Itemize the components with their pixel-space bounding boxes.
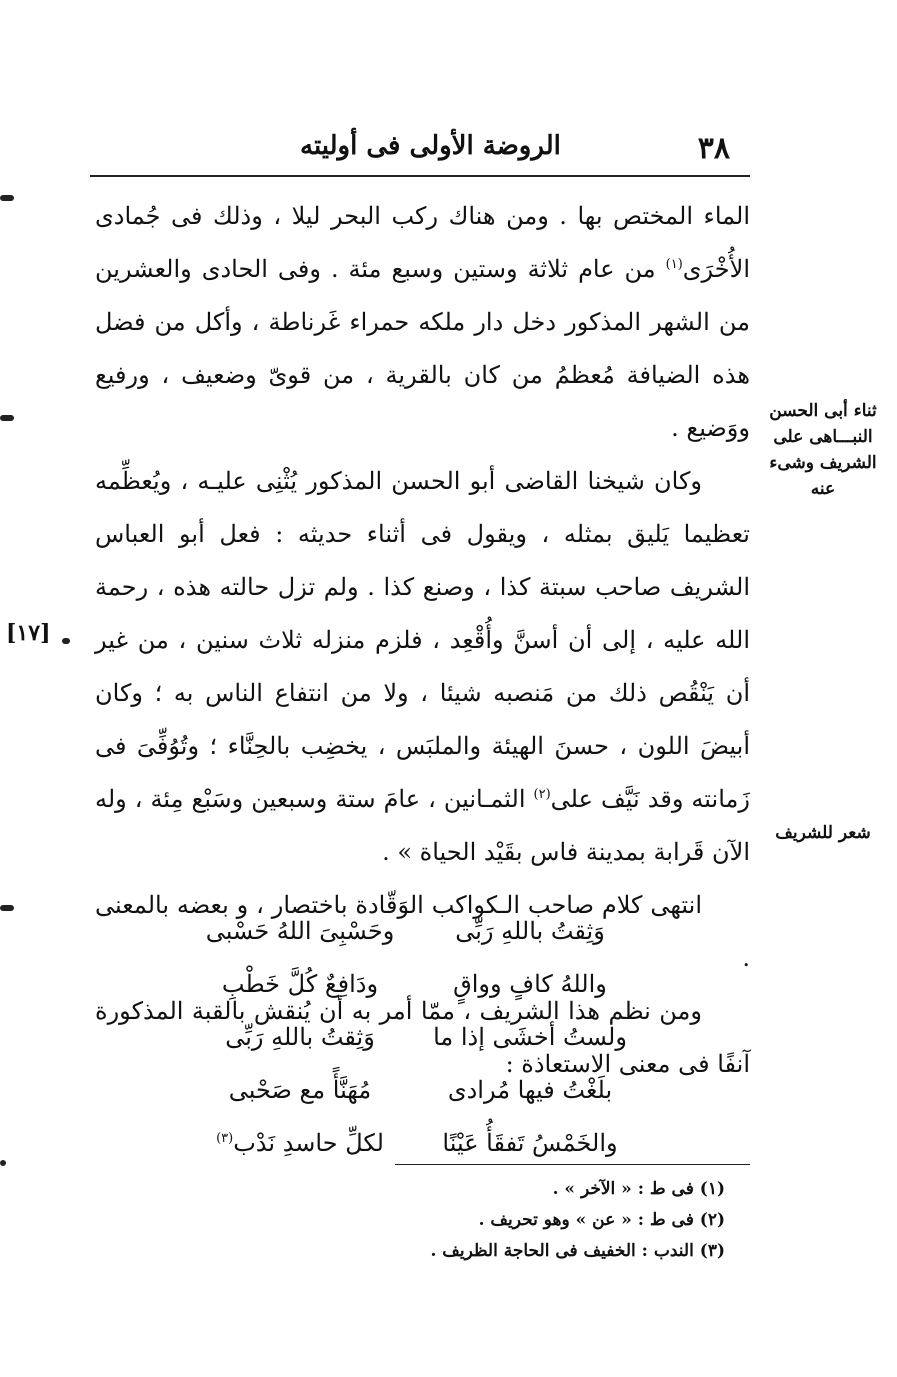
footnote-ref-2: (٢) xyxy=(533,787,551,802)
paragraph-4: ومن نظم هذا الشريف ، ممّا أمر به أن يُنقش بالقبة المذكورة آنفًا فى معنى الاستعاذة : xyxy=(95,997,750,1078)
verse-right-hemistich: والخَمْسُ تَفقَأُ عَيْنًا xyxy=(442,1129,618,1157)
edge-mark xyxy=(0,195,14,201)
footnote: (٢) فى ط : « عن » وهو تحريف . xyxy=(478,1210,725,1230)
verse-line xyxy=(200,905,630,958)
footnote-ref-3: (٣) xyxy=(216,1131,234,1146)
paragraph-2: وكان شيخنا القاضى أبو الحسن المذكور يُثْنِى عليـه ، ويُعظِّمه تعظيما يَليق بمثله ، ويقول فى أثناء حديثه : فعل أبو العباس الشريف صاحب سبتة كذا ، وصنع كذا . ولم تزل حالته هذه ، رحمة الله عليه ، إلى أن أسنَّ وأُقْعِد ، فلزم منزله ثلاث سنين ، من غير أن يَنْقُص ذلك من مَنصبه شيئا ، ولا من انتفاع الناس به ؛ وكان أبيضَ اللون ، حسنَ الهيئة والملبَس ، يخضِب بالحِنَّاء ؛ وتُوُفِّىَ فى زَمانته وقد نَيَّف على$^{(٢)}$ الثمـانين ، عامَ ستة وسبعين وسَبْع مِئة ، وله الآن قَرابة بمدينة فاس بقَيْد الحياة » . xyxy=(95,467,750,866)
verse-left-hemistich: لكلِّ حاسدِ نَدْب$^{(٣)}$ xyxy=(216,1129,384,1157)
paragraph-3: انتهى كلام صاحب الـكواكب الوَقّادة باختصار ، و بعضه بالمعنى . xyxy=(95,891,750,972)
verse-left-hemistich: ودَافِعٌ كُلَّ خَطْبِ xyxy=(221,970,379,998)
footnote: (٣) الندب : الخفيف فى الحاجة الظريف . xyxy=(430,1241,725,1261)
footnotes xyxy=(395,1174,725,1267)
verse-line xyxy=(200,958,630,1011)
verse-line xyxy=(200,1117,630,1170)
verse-right-hemistich: ولستُ أخشَى إذا ما xyxy=(433,1023,627,1051)
page-header xyxy=(90,125,750,177)
edge-mark xyxy=(62,638,70,644)
edge-mark xyxy=(0,1160,6,1166)
poem xyxy=(200,905,630,1170)
footnote: (١) فى ط : « الآخر » . xyxy=(552,1179,725,1199)
verse-left-hemistich: مُهَنَّأً مع صَحْبى xyxy=(228,1076,372,1104)
margin-note-poetry: شعر للشريف xyxy=(775,823,871,843)
footnote-divider xyxy=(395,1164,750,1165)
paragraph-1: الماء المختص بها . ومن هناك ركب البحر ليلا ، وذلك فى جُمادى الأُخْرَى$^{(١)}$ من عام ثلاثة وستين وسبع مئة . وفى الحادى والعشرين من الشهر المذكور دخل دار ملكه حمراء غَرناطة ، وأكل من فضل هذه الضيافة مُعظمُ من كان بالقرية ، من قوىّ وضعيف ، ورفيع ووَضيع . xyxy=(95,202,750,442)
verse-line xyxy=(200,1064,630,1117)
verse-line xyxy=(200,1011,630,1064)
edge-mark xyxy=(0,415,14,421)
running-title: الروضة الأولى فى أوليته xyxy=(300,131,561,161)
verse-left-hemistich: وحَسْبِىَ اللهُ حَسْبى xyxy=(205,917,395,945)
margin-note-praise: ثناء أبى الحسن النبـــاهى على الشريف وشىء عنه xyxy=(769,401,877,499)
verse-right-hemistich: وَثِقتُ باللهِ رَبِّى xyxy=(455,917,605,945)
edge-mark xyxy=(0,905,14,911)
footnote-ref-1: (١) xyxy=(665,257,683,272)
verse-left-hemistich: وَثِقتُ باللهِ رَبِّى xyxy=(225,1023,375,1051)
verse-right-hemistich: بلَغْتُ فيها مُرادى xyxy=(447,1076,613,1104)
verse-right-hemistich: واللهُ كافٍ وواقٍ xyxy=(453,970,607,998)
manuscript-page-marker: [١٧] xyxy=(6,620,51,646)
page-number: ٣٨ xyxy=(697,131,730,166)
